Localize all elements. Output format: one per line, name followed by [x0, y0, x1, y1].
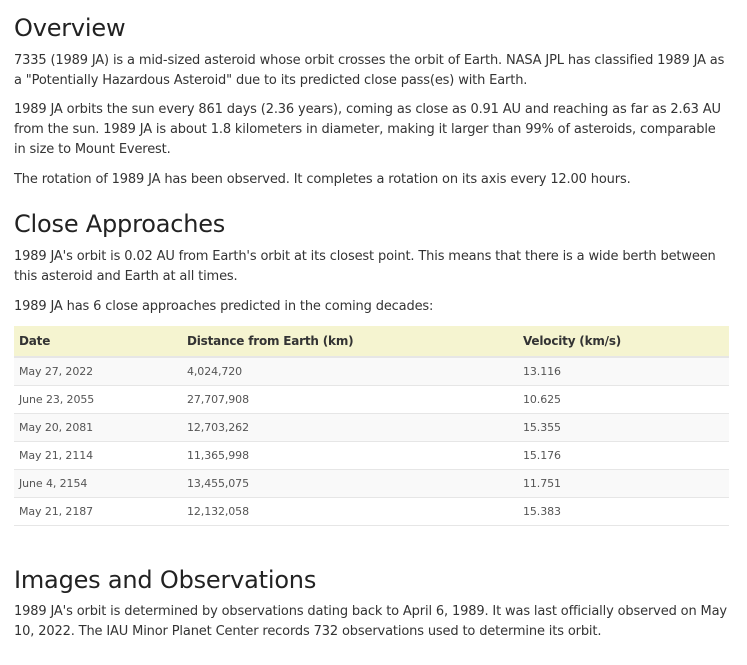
overview-paragraph-rotation: The rotation of 1989 JA has been observed. It completes a rotation on its axis every 12.00 hours. — [14, 172, 631, 187]
cell-velocity: 11.751 — [518, 470, 729, 498]
close-approaches-table — [14, 326, 729, 526]
overview-paragraph-orbit: 1989 JA orbits the sun every 861 days (2.36 years), coming as close as 0.91 AU and reaching as far as 2.63 AU from the sun. 1989 JA is about 1.8 kilometers in diameter, making it larger than 99% of asteroids, comparable in size to Mount Everest. — [14, 102, 721, 157]
overview-heading: Overview — [14, 14, 126, 42]
table-row — [14, 498, 729, 526]
cell-date: May 21, 2114 — [14, 442, 182, 470]
cell-distance: 12,132,058 — [182, 498, 518, 526]
cell-date: June 4, 2154 — [14, 470, 182, 498]
table-row — [14, 414, 729, 442]
column-header-velocity: Velocity (km/s) — [518, 326, 729, 357]
cell-distance: 12,703,262 — [182, 414, 518, 442]
cell-date: May 20, 2081 — [14, 414, 182, 442]
overview-paragraph-classification: 7335 (1989 JA) is a mid-sized asteroid whose orbit crosses the orbit of Earth. NASA JPL has classified 1989 JA as a "Potentially Hazardous Asteroid" due to its predicted close pass(es) with Earth. — [14, 53, 725, 88]
column-header-distance: Distance from Earth (km) — [182, 326, 518, 357]
cell-date: May 21, 2187 — [14, 498, 182, 526]
cell-distance: 13,455,075 — [182, 470, 518, 498]
cell-velocity: 15.176 — [518, 442, 729, 470]
cell-date: May 27, 2022 — [14, 357, 182, 386]
column-header-date: Date — [14, 326, 182, 357]
images-observations-heading: Images and Observations — [14, 566, 317, 594]
images-observations-paragraph: 1989 JA's orbit is determined by observations dating back to April 6, 1989. It was last officially observed on May 10, 2022. The IAU Minor Planet Center records 732 observations used to determine its orbit. — [14, 604, 727, 639]
table-row — [14, 442, 729, 470]
cell-date: June 23, 2055 — [14, 386, 182, 414]
table-header-row — [14, 326, 729, 357]
cell-velocity: 15.383 — [518, 498, 729, 526]
cell-velocity: 13.116 — [518, 357, 729, 386]
cell-velocity: 15.355 — [518, 414, 729, 442]
table-row — [14, 470, 729, 498]
cell-distance: 11,365,998 — [182, 442, 518, 470]
cell-distance: 4,024,720 — [182, 357, 518, 386]
close-approaches-paragraph-count: 1989 JA has 6 close approaches predicted in the coming decades: — [14, 299, 434, 314]
close-approaches-paragraph-moid: 1989 JA's orbit is 0.02 AU from Earth's orbit at its closest point. This means that there is a wide berth between this asteroid and Earth at all times. — [14, 249, 716, 284]
table-row — [14, 386, 729, 414]
cell-velocity: 10.625 — [518, 386, 729, 414]
table-row — [14, 357, 729, 386]
cell-distance: 27,707,908 — [182, 386, 518, 414]
close-approaches-heading: Close Approaches — [14, 210, 226, 238]
